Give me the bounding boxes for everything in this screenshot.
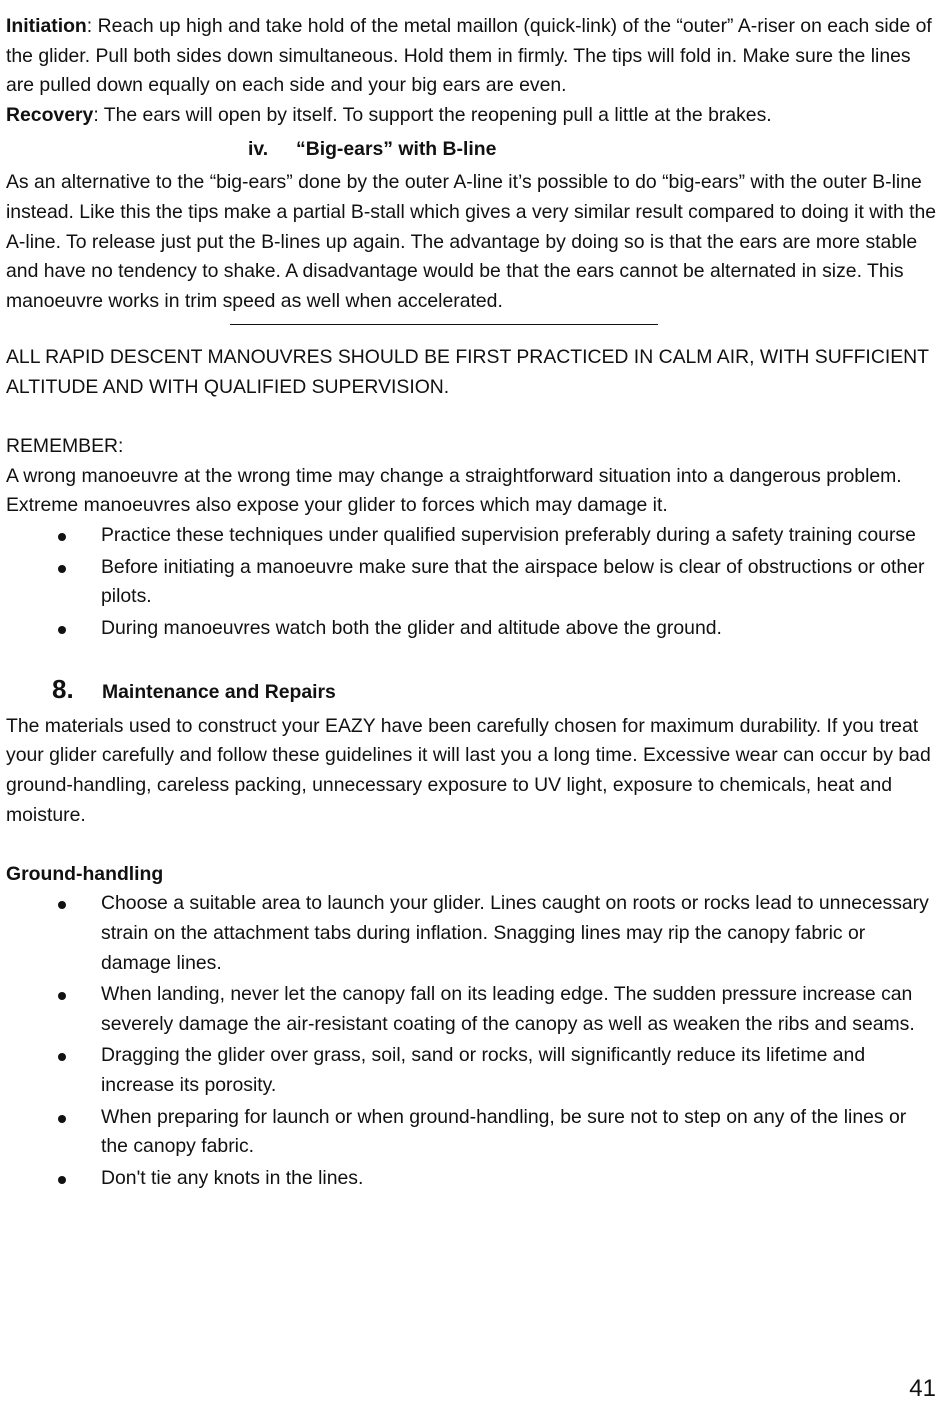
list-item-text: When preparing for launch or when ground-handling, be sure not to step on any of the lines or the canopy fabric.: [101, 1105, 907, 1158]
bullet-icon: [58, 901, 66, 909]
list-item: [6, 521, 938, 551]
warning-text: ALL RAPID DESCENT MANOUVRES SHOULD BE FIRST PRACTICED IN CALM AIR, WITH SUFFICIENT ALTITUDE AND WITH QUALIFIED SUPERVISION.: [6, 346, 929, 398]
ground-handling-heading: Ground-handling: [6, 862, 164, 885]
subsection-title: “Big-ears” with B-line: [296, 138, 497, 161]
recovery-text: : The ears will open by itself. To support the reopening pull a little at the brakes.: [93, 103, 772, 126]
bullet-icon: [58, 533, 66, 541]
bullet-icon: [58, 565, 66, 573]
bullet-icon: [58, 1115, 66, 1123]
list-item-text: During manoeuvres watch both the glider and altitude above the ground.: [101, 616, 722, 639]
list-item: [6, 614, 938, 644]
manual-page: [6, 12, 938, 1195]
initiation-text: : Reach up high and take hold of the metal maillon (quick-link) of the “outer” A-riser on each side of the glider. Pull both sides down simultaneous. Hold them in firmly. The tips will fold in. Make sure the lines are pulled down equally on each side and your big ears are even.: [6, 15, 932, 97]
subsection-number: iv.: [248, 138, 269, 161]
list-item: [6, 1164, 938, 1194]
bullet-icon: [58, 1176, 66, 1184]
list-item: [6, 1041, 938, 1100]
section-title: Maintenance and Repairs: [102, 681, 336, 704]
ground-handling-list: [6, 889, 938, 1193]
list-item-text: Choose a suitable area to launch your glider. Lines caught on roots or rocks lead to unnecessary strain on the attachment tabs during inflation. Snagging lines may rip the canopy fabric or damage lines.: [101, 892, 929, 974]
divider: [230, 324, 658, 325]
section-number: 8.: [52, 674, 74, 705]
remember-label: REMEMBER:: [6, 435, 124, 458]
initiation-label: Initiation: [6, 15, 87, 37]
list-item-text: Practice these techniques under qualified supervision preferably during a safety training course: [101, 523, 916, 546]
initiation-paragraph: [6, 12, 938, 101]
list-item: [6, 553, 938, 612]
recovery-paragraph: [6, 101, 938, 131]
list-item: [6, 889, 938, 978]
remember-text: A wrong manoeuvre at the wrong time may change a straightforward situation into a dangerous problem. Extreme manoeuvres also expose your glider to forces which may damage it.: [6, 464, 902, 517]
subsection-heading: [6, 133, 938, 165]
bullet-icon: [58, 626, 66, 634]
list-item-text: When landing, never let the canopy fall on its leading edge. The sudden pressure increase can severely damage the air-resistant coating of the canopy as well as weaken the ribs and seams.: [101, 983, 915, 1035]
list-item-text: Before initiating a manoeuvre make sure that the airspace below is clear of obstructions or other pilots.: [101, 555, 925, 608]
list-item: [6, 980, 938, 1039]
recovery-label: Recovery: [6, 103, 94, 126]
bullet-icon: [58, 992, 66, 1000]
list-item-text: Dragging the glider over grass, soil, sand or rocks, will significantly reduce its lifetime and increase its porosity.: [101, 1044, 866, 1096]
remember-list: [6, 521, 938, 643]
page-number: 41: [909, 1375, 936, 1402]
list-item-text: Don't tie any knots in the lines.: [101, 1166, 364, 1189]
list-item: [6, 1103, 938, 1162]
subsection-body: As an alternative to the “big-ears” done by the outer A-line it’s possible to do “big-ears” with the outer B-line instead. Like this the tips make a partial B-stall which gives a very similar result compared to doing it with the A-line. To release just put the B-lines up again. The advantage by doing so is that the ears are more stable and have no tendency to shake. A disadvantage would be that the ears cannot be alternated in size. This manoeuvre works in trim speed as well when accelerated.: [6, 171, 937, 312]
bullet-icon: [58, 1053, 66, 1061]
section-body: The materials used to construct your EAZY have been carefully chosen for maximum durability. If you treat your glider carefully and follow these guidelines it will last you a long time. Excessive wear can occur by bad ground-handling, careless packing, unnecessary exposure to UV light, exposure to chemicals, heat and moisture.: [6, 714, 931, 826]
section-heading: [6, 675, 938, 708]
